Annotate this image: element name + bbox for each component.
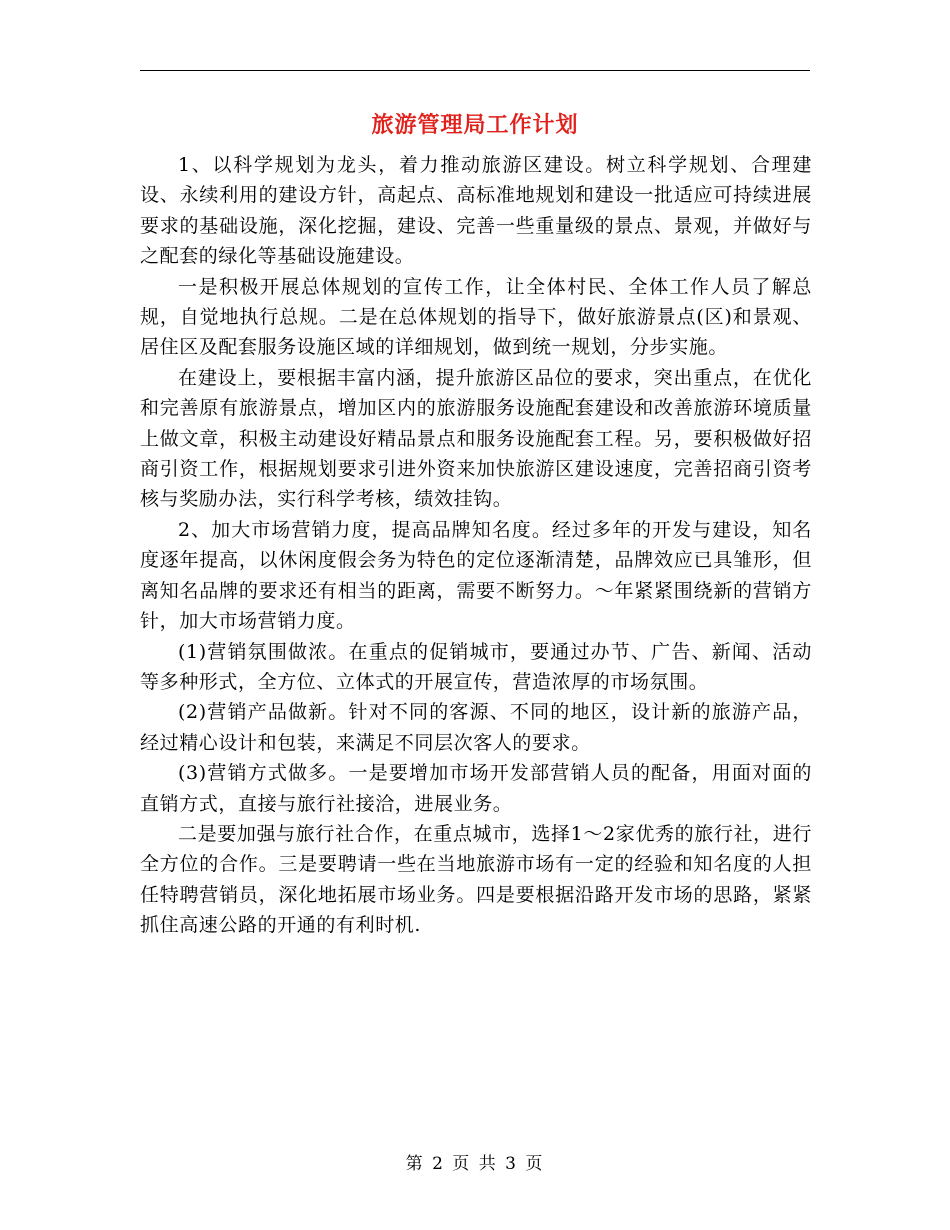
page-number: 第 2 页 共 3 页 bbox=[405, 1154, 545, 1174]
paragraph-3: 在建设上，要根据丰富内涵，提升旅游区品位的要求，突出重点，在优化和完善原有旅游景点，增加区内的旅游服务设施配套建设和改善旅游环境质量上做文章，积极主动建设好精品景点和服务设施配套工程。另，要积极做好招商引资工作，根据规划要求引进外资来加快旅游区建设速度，完善招商引资考核与奖励办法，实行科学考核，绩效挂钩。 bbox=[140, 366, 812, 511]
paragraph-4: 2、加大市场营销力度，提高品牌知名度。经过多年的开发与建设，知名度逐年提高，以休闲度假会务为特色的定位逐渐清楚，品牌效应已具雏形，但离知名品牌的要求还有相当的距离，需要不断努力。～年紧紧围绕新的营销方针，加大市场营销力度。 bbox=[140, 518, 812, 633]
paragraph-1: 1、以科学规划为龙头，着力推动旅游区建设。树立科学规划、合理建设、永续利用的建设方针，高起点、高标准地规划和建设一批适应可持续进展要求的基础设施，深化挖掘，建设、完善一些重量级的景点、景观，并做好与之配套的绿化等基础设施建设。 bbox=[140, 154, 812, 268]
header-rule bbox=[140, 70, 810, 71]
document-body bbox=[140, 150, 812, 941]
paragraph-5: (1)营销氛围做浓。在重点的促销城市，要通过办节、广告、新闻、活动等多种形式，全方位、立体式的开展宣传，营造浓厚的市场氛围。 bbox=[140, 640, 812, 693]
paragraph-6: (2)营销产品做新。针对不同的客源、不同的地区，设计新的旅游产品，经过精心设计和包装，来满足不同层次客人的要求。 bbox=[140, 701, 812, 754]
paragraph-2: 一是积极开展总体规划的宣传工作，让全体村民、全体工作人员了解总规，自觉地执行总规。二是在总体规划的指导下，做好旅游景点(区)和景观、居住区及配套服务设施区域的详细规划，做到统一规划，分步实施。 bbox=[140, 275, 812, 359]
document-title: 旅游管理局工作计划 bbox=[371, 112, 579, 138]
paragraph-7: (3)营销方式做多。一是要增加市场开发部营销人员的配备，用面对面的直销方式，直接与旅行社接洽，进展业务。 bbox=[140, 762, 812, 815]
paragraph-8: 二是要加强与旅行社合作，在重点城市，选择1～2家优秀的旅行社，进行全方位的合作。三是要聘请一些在当地旅游市场有一定的经验和知名度的人担任特聘营销员，深化地拓展市场业务。四是要根据沿路开发市场的思路，紧紧抓住高速公路的开通的有利时机. bbox=[140, 822, 812, 937]
